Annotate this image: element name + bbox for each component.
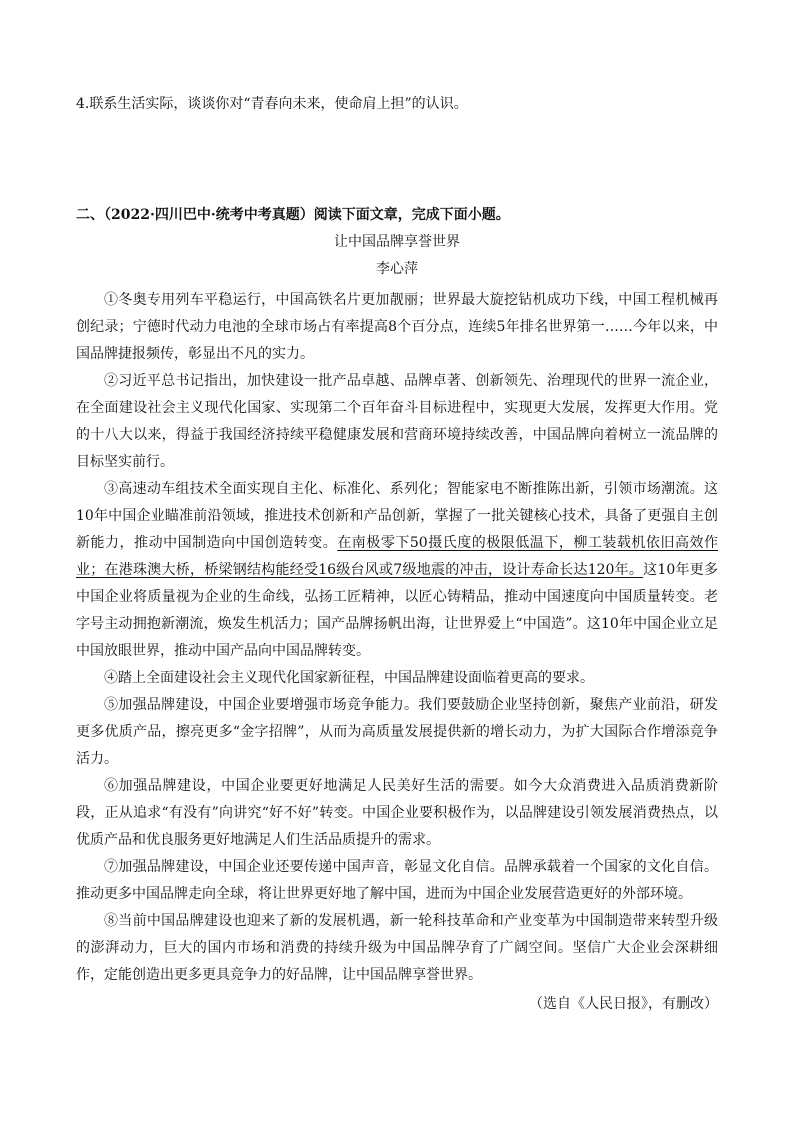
paragraph-3-after: 这10年更多中国企业将质量视为企业的生命线，弘扬工匠精神，以匠心铸精品，推动中国速度向中国质量转变。老字号主动拥抱新潮流，焕发生机活力；国产品牌扬帆出海，让世界爱上“中国造”。这10年中国企业立足中国放眼世界，推动中国产品向中国品牌转变。	[76, 562, 718, 659]
article-author: 李心萍	[376, 261, 418, 277]
paragraph-7: ⑦加强品牌建设，中国企业还要传递中国声音，彰显文化自信。品牌承载着一个国家的文化自信。推动更多中国品牌走向全球，将让世界更好地了解中国，进而为中国企业发展营造更好的外部环境。	[76, 859, 718, 902]
section-heading: 二、（2022·四川巴中·统考中考真题）阅读下面文章，完成下面小题。	[76, 207, 510, 223]
question-4: 4.联系生活实际，谈谈你对“青春向未来，使命肩上担”的认识。	[76, 96, 468, 112]
article-title: 让中国品牌享誉世界	[334, 234, 460, 250]
paragraph-8: ⑧当前中国品牌建设也迎来了新的发展机遇，新一轮科技革命和产业变革为中国制造带来转型升级的澎湃动力，巨大的国内市场和消费的持续升级为中国品牌孕育了广阔空间。坚信广大企业会深耕细作，定能创造出更多更具竞争力的好品牌，让中国品牌享誉世界。	[76, 913, 718, 983]
paragraph-3-before: ③高速动车组技术全面实现自主化、标准化、系列化；智能家电不断推陈出新，引领市场潮流。这10年中国企业瞄准前沿领域，推进技术创新和产品创新，掌握了一批关键核心技术，具备了更强自主创新能力，推动中国制造向中国创造转变。	[76, 481, 718, 551]
underlined-sentence: 在南极零下50摄氏度的极限低温下，柳工装载机依旧高效作业；在港珠澳大桥，桥梁钢结构能经受16级台风或7级地震的冲击，设计寿命长达120年。	[76, 535, 718, 578]
paragraph-3	[76, 476, 718, 665]
paragraph-1: ①冬奥专用列车平稳运行，中国高铁名片更加靓丽；世界最大旋挖钻机成功下线，中国工程机械再创纪录；宁德时代动力电池的全球市场占有率提高8个百分点，连续5年排名世界第一……今年以来，中国品牌捷报频传，彰显出不凡的实力。	[76, 292, 718, 362]
article-source: （选自《人民日报》，有删改）	[529, 996, 718, 1012]
paragraph-2: ②习近平总书记指出，加快建设一批产品卓越、品牌卓著、创新领先、治理现代的世界一流企业，在全面建设社会主义现代化国家、实现第二个百年奋斗目标进程中，实现更大发展，发挥更大作用。党的十八大以来，得益于我国经济持续平稳健康发展和营商环境持续改善，中国品牌向着树立一流品牌的目标坚实前行。	[76, 373, 718, 470]
article-body	[76, 287, 718, 989]
paragraph-5: ⑤加强品牌建设，中国企业要增强市场竞争能力。我们要鼓励企业坚持创新，聚焦产业前沿，研发更多优质产品，擦亮更多“金字招牌”，从而为高质量发展提供新的增长动力，为扩大国际合作增添竞争活力。	[76, 697, 718, 767]
paragraph-4: ④踏上全面建设社会主义现代化国家新征程，中国品牌建设面临着更高的要求。	[104, 670, 594, 686]
paragraph-6: ⑥加强品牌建设，中国企业要更好地满足人民美好生活的需要。如今大众消费进入品质消费新阶段，正从追求“有没有”向讲究“好不好”转变。中国企业要积极作为，以品牌建设引领发展消费热点，以优质产品和优良服务更好地满足人们生活品质提升的需求。	[76, 778, 718, 848]
